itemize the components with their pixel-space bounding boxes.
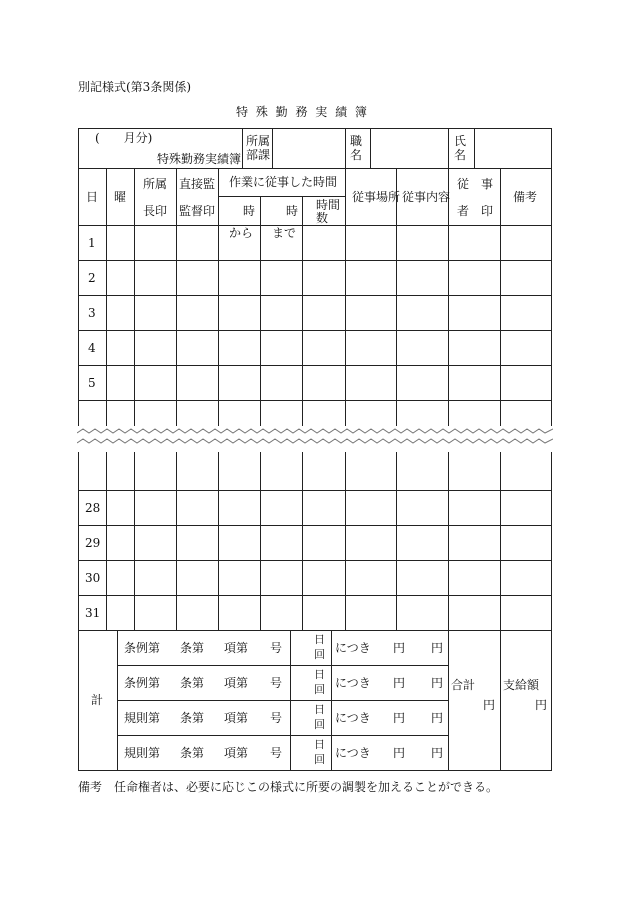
item-label: 号 xyxy=(270,746,283,760)
col-header-duration: 数 xyxy=(316,211,329,225)
table-break-wave xyxy=(77,426,553,452)
unit-count: 回 xyxy=(314,683,325,696)
day-number: 2 xyxy=(88,271,96,285)
yen-label: 円 xyxy=(393,711,406,725)
row-line xyxy=(218,196,345,197)
article-label: 条第 xyxy=(180,641,205,655)
row-line xyxy=(78,225,552,226)
clause-label: 項第 xyxy=(224,746,249,760)
col-header-place: 従事場所 xyxy=(352,190,401,204)
col-line xyxy=(331,630,332,770)
day-number: 5 xyxy=(88,376,96,390)
row-line xyxy=(78,260,552,261)
col-header-supervisor: 直接監 xyxy=(179,177,216,191)
col-line xyxy=(117,630,118,770)
col-header-worker: 者 印 xyxy=(457,204,494,218)
name-label: 名 xyxy=(454,148,467,162)
col-line xyxy=(474,128,475,168)
unit-count: 回 xyxy=(314,718,325,731)
total-label: 計 xyxy=(91,693,104,707)
per-label: につき xyxy=(335,641,371,655)
rule-label: 規則第 xyxy=(124,711,161,725)
name-label: 氏 xyxy=(454,134,467,148)
yen-label: 円 xyxy=(431,641,444,655)
article-label: 条第 xyxy=(180,746,205,760)
yen-label: 円 xyxy=(393,641,406,655)
day-number: 29 xyxy=(85,536,101,550)
clause-label: 項第 xyxy=(224,676,249,690)
row-line xyxy=(117,735,448,736)
unit-day: 日 xyxy=(314,703,325,716)
col-header-hour-from: 時 xyxy=(243,204,256,218)
document-title: 特 殊 勤 務 実 績 簿 xyxy=(236,105,369,119)
sum-label: 合計 xyxy=(451,678,476,692)
rule-label: 規則第 xyxy=(124,746,161,760)
col-header-chief: 長印 xyxy=(143,204,168,218)
item-label: 号 xyxy=(270,711,283,725)
row-line xyxy=(78,595,552,596)
yen-label: 円 xyxy=(393,746,406,760)
row-line xyxy=(78,490,552,491)
day-number: 3 xyxy=(88,306,96,320)
day-number: 28 xyxy=(85,501,101,515)
dept-label: 部課 xyxy=(246,148,271,162)
unit-count: 回 xyxy=(314,648,325,661)
col-line xyxy=(290,630,291,770)
to-label: まで xyxy=(272,226,297,240)
dept-label: 所属 xyxy=(246,134,271,148)
pay-label: 支給額 xyxy=(503,678,540,692)
table-border-bottom xyxy=(78,770,552,771)
col-line xyxy=(302,196,303,630)
footnote: 備考 任命権者は、必要に応じこの様式に所要の調製を加えることができる。 xyxy=(78,780,499,794)
row-line xyxy=(78,168,552,169)
row-line xyxy=(78,525,552,526)
day-number: 4 xyxy=(88,341,96,355)
per-label: につき xyxy=(335,746,371,760)
col-line xyxy=(134,168,135,630)
col-header-supervisor: 監督印 xyxy=(179,204,216,218)
row-line xyxy=(78,330,552,331)
post-label: 名 xyxy=(350,148,363,162)
unit-day: 日 xyxy=(314,668,325,681)
item-label: 号 xyxy=(270,641,283,655)
col-line xyxy=(345,168,346,630)
col-line xyxy=(396,168,397,630)
article-label: 条第 xyxy=(180,711,205,725)
col-header-work-time: 作業に従事した時間 xyxy=(229,175,338,189)
col-line xyxy=(260,196,261,630)
col-line xyxy=(218,168,219,630)
col-header-day: 日 xyxy=(86,190,99,204)
unit-day: 日 xyxy=(314,633,325,646)
col-line xyxy=(106,168,107,630)
col-line xyxy=(448,128,449,168)
row-line xyxy=(117,700,448,701)
sum-yen: 円 xyxy=(483,698,496,712)
col-header-duration: 時間 xyxy=(316,198,341,212)
row-line xyxy=(78,295,552,296)
col-line xyxy=(272,128,273,168)
row-line xyxy=(78,400,552,401)
per-label: につき xyxy=(335,711,371,725)
month-label: ( 月分) xyxy=(95,131,153,145)
yen-label: 円 xyxy=(431,676,444,690)
col-header-remarks: 備考 xyxy=(513,190,538,204)
post-label: 職 xyxy=(350,134,363,148)
col-line xyxy=(242,128,243,168)
yen-label: 円 xyxy=(431,711,444,725)
yen-label: 円 xyxy=(431,746,444,760)
form-reference: 別記様式(第3条関係) xyxy=(78,80,191,94)
day-number: 31 xyxy=(85,606,101,620)
col-line xyxy=(500,168,501,770)
table-border-top xyxy=(78,128,552,129)
row-line xyxy=(78,560,552,561)
day-number: 1 xyxy=(88,236,96,250)
unit-day: 日 xyxy=(314,738,325,751)
col-header-content: 従事内容 xyxy=(402,190,451,204)
book-label: 特殊勤務実績簿 xyxy=(157,152,242,166)
unit-count: 回 xyxy=(314,753,325,766)
col-line xyxy=(448,168,449,770)
day-number: 30 xyxy=(85,571,101,585)
col-header-worker: 従 事 xyxy=(457,177,494,191)
article-label: 条第 xyxy=(180,676,205,690)
item-label: 号 xyxy=(270,676,283,690)
col-header-hour-to: 時 xyxy=(286,204,299,218)
col-line xyxy=(345,128,346,168)
per-label: につき xyxy=(335,676,371,690)
rule-label: 条例第 xyxy=(124,641,161,655)
yen-label: 円 xyxy=(393,676,406,690)
col-header-weekday: 曜 xyxy=(114,190,127,204)
clause-label: 項第 xyxy=(224,641,249,655)
from-label: から xyxy=(229,226,254,240)
row-line xyxy=(78,365,552,366)
clause-label: 項第 xyxy=(224,711,249,725)
col-header-chief: 所属 xyxy=(143,177,168,191)
col-line xyxy=(176,168,177,630)
pay-yen: 円 xyxy=(535,698,548,712)
rule-label: 条例第 xyxy=(124,676,161,690)
row-line xyxy=(78,630,552,631)
row-line xyxy=(117,665,448,666)
col-line xyxy=(370,128,371,168)
